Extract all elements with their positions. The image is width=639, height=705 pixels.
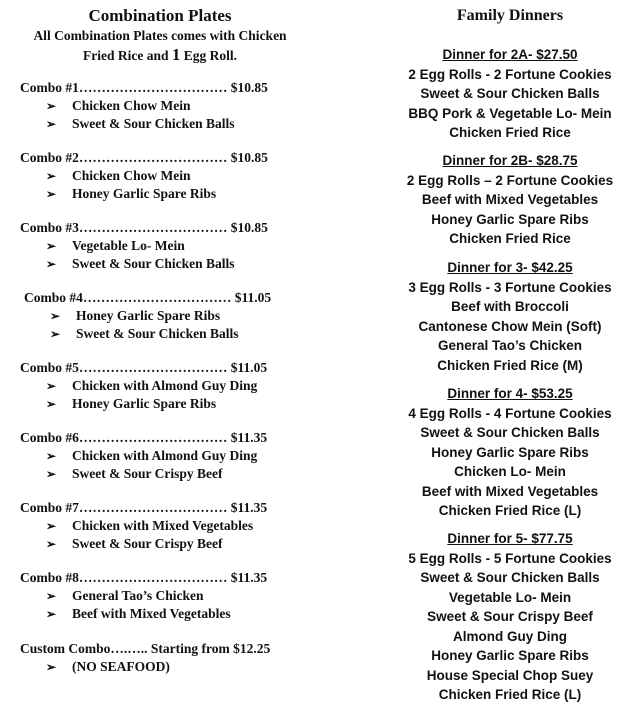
combo-label: Combo #6	[20, 430, 79, 445]
family-dinners-title: Family Dinners	[456, 7, 564, 24]
arrow-bullet-icon: ➢	[46, 537, 57, 551]
dinner-item: Sweet & Sour Chicken Balls	[420, 570, 600, 585]
dinner-block	[400, 258, 620, 375]
dinner-item: Vegetable Lo- Mein	[448, 589, 572, 605]
dinner-item: Beef with Mixed Vegetables	[421, 192, 599, 207]
arrow-bullet-icon: ➢	[46, 169, 57, 183]
combo-item-name: Chicken Chow Mein	[72, 98, 191, 113]
combo-item	[20, 167, 310, 185]
combo-heading	[20, 219, 310, 237]
combo-price: $10.85	[230, 150, 268, 165]
combo-item	[20, 605, 310, 623]
dinner-heading: Dinner for 2B- $28.75	[442, 153, 578, 168]
combination-plates-title: Combination Plates	[88, 6, 232, 25]
dinner-item: Sweet & Sour Crispy Beef	[427, 609, 593, 624]
combo-price: $11.35	[230, 500, 268, 515]
combo-label: Combo #3	[20, 220, 79, 235]
combo-item-name: Chicken with Almond Guy Ding	[72, 448, 258, 463]
combo-item-name: Vegetable Lo- Mein	[72, 238, 185, 253]
intro-egg-roll-count: 1	[171, 45, 181, 64]
combo-item	[20, 97, 310, 115]
combo-item-name: Sweet & Sour Crispy Beef	[72, 466, 223, 481]
dinner-heading: Dinner for 3- $42.25	[447, 260, 573, 275]
combo-label: Custom Combo	[20, 641, 111, 656]
dinner-item: 3 Egg Rolls - 3 Fortune Cookies	[408, 279, 612, 295]
combo-heading	[20, 359, 310, 377]
combo-item-name: Sweet & Sour Chicken Balls	[72, 116, 235, 131]
arrow-bullet-icon: ➢	[46, 99, 57, 113]
combo-block	[20, 149, 310, 203]
combo-block	[20, 219, 310, 273]
combo-item	[20, 465, 310, 483]
combo-item	[20, 255, 310, 273]
dinner-item: Chicken Fried Rice (L)	[438, 687, 582, 702]
combo-heading	[20, 429, 310, 447]
dinner-item: 2 Egg Rolls - 2 Fortune Cookies	[408, 66, 612, 82]
dinner-item: Honey Garlic Spare Ribs	[431, 444, 589, 460]
dinner-item: Sweet & Sour Chicken Balls	[420, 425, 600, 440]
combo-heading	[20, 640, 310, 658]
combo-block	[24, 289, 314, 343]
combo-price: $11.35	[230, 430, 268, 445]
combo-item	[24, 307, 314, 325]
combo-price: $11.35	[230, 570, 268, 585]
dinner-item: Chicken Fried Rice (M)	[437, 357, 583, 373]
dinner-block	[400, 45, 620, 143]
arrow-bullet-icon: ➢	[50, 327, 61, 341]
combo-item	[20, 517, 310, 535]
intro-line-2-a: Fried Rice and	[82, 48, 172, 63]
combo-price: $10.85	[230, 220, 268, 235]
arrow-bullet-icon: ➢	[46, 589, 57, 603]
dinner-item: 5 Egg Rolls - 5 Fortune Cookies	[408, 550, 612, 566]
combo-item-name: Honey Garlic Spare Ribs	[76, 308, 221, 323]
combination-plates-intro	[20, 26, 300, 65]
arrow-bullet-icon: ➢	[46, 187, 57, 201]
combo-price: Starting from $12.25	[150, 641, 271, 656]
dinner-item: Sweet & Sour Chicken Balls	[420, 86, 600, 101]
dinner-heading: Dinner for 5- $77.75	[447, 531, 573, 546]
intro-line-1: All Combination Plates comes with Chicken	[33, 28, 287, 43]
combo-price: $11.05	[234, 290, 272, 305]
combo-item	[20, 535, 310, 553]
combo-item	[20, 115, 310, 133]
combo-heading	[20, 149, 310, 167]
dinner-block	[400, 384, 620, 521]
dinner-item: House Special Chop Suey	[426, 667, 594, 683]
combo-block	[20, 359, 310, 413]
combo-block	[20, 79, 310, 133]
combo-price: $11.05	[230, 360, 268, 375]
arrow-bullet-icon: ➢	[46, 117, 57, 131]
dinner-item: Almond Guy Ding	[453, 628, 567, 644]
combo-item	[20, 447, 310, 465]
combo-item	[20, 658, 310, 676]
arrow-bullet-icon: ➢	[46, 467, 57, 481]
arrow-bullet-icon: ➢	[46, 257, 57, 271]
combo-label: Combo #7	[20, 500, 79, 515]
dinner-block	[400, 151, 620, 249]
combo-block	[20, 569, 310, 623]
dinner-item: Chicken Fried Rice	[449, 231, 571, 246]
combo-label: Combo #1	[20, 80, 79, 95]
combo-label: Combo #2	[20, 150, 79, 165]
dinner-heading: Dinner for 2A- $27.50	[442, 47, 578, 62]
combo-dots: ……………………………	[78, 80, 228, 95]
combo-price: $10.85	[230, 80, 268, 95]
dinner-item: Chicken Lo- Mein	[454, 464, 566, 479]
combo-item	[24, 325, 314, 343]
custom-combo-block	[20, 640, 310, 676]
dinner-item: Cantonese Chow Mein (Soft)	[418, 318, 602, 334]
combo-dots: ……………………………	[78, 220, 228, 235]
combo-block	[20, 429, 310, 483]
combo-item-name: (NO SEAFOOD)	[72, 659, 170, 674]
dinner-item: Honey Garlic Spare Ribs	[431, 648, 589, 663]
combo-heading	[20, 569, 310, 587]
combo-heading	[20, 79, 310, 97]
combo-item	[20, 395, 310, 413]
combo-item-name: Sweet & Sour Chicken Balls	[72, 256, 235, 271]
combo-dots: ……………………………	[82, 290, 232, 305]
combo-label: Combo #5	[20, 360, 79, 375]
combo-item-name: Chicken Chow Mein	[72, 168, 191, 183]
dinner-block	[400, 529, 620, 705]
dinner-item: Honey Garlic Spare Ribs	[431, 211, 589, 227]
dinner-item: 2 Egg Rolls – 2 Fortune Cookies	[406, 172, 614, 188]
combo-block	[20, 499, 310, 553]
combo-dots: ……………………………	[78, 430, 228, 445]
arrow-bullet-icon: ➢	[46, 239, 57, 253]
dinner-item: 4 Egg Rolls - 4 Fortune Cookies	[408, 405, 612, 421]
combo-item-name: Honey Garlic Spare Ribs	[72, 396, 217, 411]
combo-dots: ……………………………	[78, 360, 228, 375]
arrow-bullet-icon: ➢	[46, 660, 57, 674]
combo-item-name: Honey Garlic Spare Ribs	[72, 186, 217, 201]
combo-heading	[20, 499, 310, 517]
dinner-item: Chicken Fried Rice	[449, 125, 571, 140]
combo-dots: ……………………………	[78, 570, 228, 585]
combo-item	[20, 587, 310, 605]
combo-item-name: General Tao’s Chicken	[72, 588, 204, 603]
combo-dots: ……………………………	[78, 150, 228, 165]
dinner-item: Chicken Fried Rice (L)	[438, 503, 582, 518]
dinner-item: General Tao’s Chicken	[437, 338, 583, 353]
dinner-item: Beef with Broccoli	[451, 299, 569, 314]
combo-item-name: Beef with Mixed Vegetables	[72, 606, 231, 621]
dinner-item: BBQ Pork & Vegetable Lo- Mein	[408, 105, 612, 121]
combo-label: Combo #8	[20, 570, 79, 585]
combo-heading	[24, 289, 314, 307]
combo-item	[20, 237, 310, 255]
intro-line-2-b: Egg Roll.	[180, 48, 237, 63]
dinner-item: Beef with Mixed Vegetables	[421, 483, 599, 499]
combo-item	[20, 185, 310, 203]
arrow-bullet-icon: ➢	[46, 519, 57, 533]
combo-item-name: Chicken with Almond Guy Ding	[72, 378, 258, 393]
arrow-bullet-icon: ➢	[46, 449, 57, 463]
combo-item-name: Chicken with Mixed Vegetables	[72, 518, 254, 533]
arrow-bullet-icon: ➢	[50, 309, 61, 323]
combo-label: Combo #4	[24, 290, 83, 305]
combo-dots: ……………………………	[78, 500, 228, 515]
intro-line-2	[20, 45, 300, 65]
combo-item	[20, 377, 310, 395]
combo-item-name: Sweet & Sour Crispy Beef	[72, 536, 223, 551]
dinner-heading: Dinner for 4- $53.25	[447, 386, 573, 401]
arrow-bullet-icon: ➢	[46, 379, 57, 393]
combo-dots: ….…..	[110, 641, 148, 656]
arrow-bullet-icon: ➢	[46, 607, 57, 621]
combo-item-name: Sweet & Sour Chicken Balls	[76, 326, 239, 341]
arrow-bullet-icon: ➢	[46, 397, 57, 411]
